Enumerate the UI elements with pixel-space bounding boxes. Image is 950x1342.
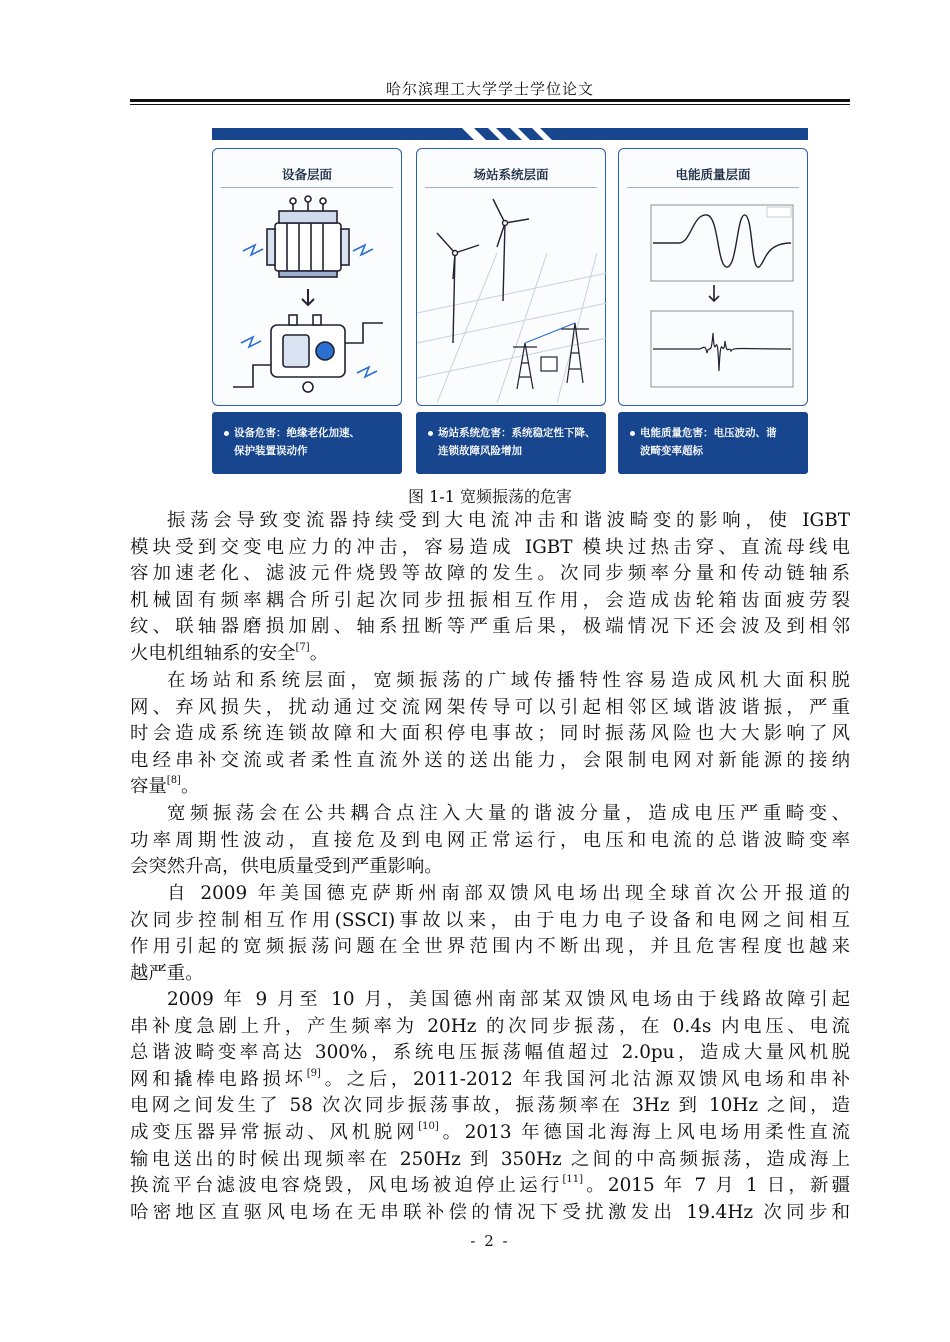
waveform-plots (619, 193, 809, 403)
paragraph-equipment (130, 508, 850, 668)
paragraph-history (130, 881, 850, 987)
header-rule-thin (130, 104, 850, 105)
text-line: 作用引起的宽频振荡问题在全世界范围内不断出现，并且危害程度也越来 (130, 936, 850, 958)
text-fragment: 网和撬棒电路损坏 (130, 1068, 307, 1090)
desc-text-line: 场站系统危害：系统稳定性下降、 (438, 427, 596, 439)
text-line: 输电送出的时候出现频率在 250Hz 到 350Hz 之间的中高频振荡，造成海上 (130, 1148, 850, 1170)
bullet-icon (224, 431, 229, 436)
text-line: 越严重。 (130, 962, 204, 984)
citation: [8] (166, 775, 181, 787)
running-header: 哈尔滨理工大学学士学位论文 (385, 80, 594, 98)
text-line: 在场站和系统层面，宽频振荡的广域传播特性容易造成风机大面积脱 (167, 670, 850, 691)
text-fragment: 。2015 年 7 月 1 日，新疆 (583, 1175, 850, 1197)
paragraph-incidents (130, 987, 850, 1226)
text-line: 电网之间发生了 58 次次同步振荡事故，振荡频率在 3Hz 到 10Hz 之间，造 (130, 1095, 850, 1117)
desc-text-line: 保护装置误动作 (234, 445, 308, 457)
text-line: 振荡会导致变流器持续受到大电流冲击和谐波畸变的影响，使 IGBT (167, 510, 850, 531)
figure-hazards (212, 128, 808, 477)
panel-title-station: 场站系统层面 (473, 167, 549, 182)
legend-box (767, 207, 791, 217)
text-line: 串补度急剧上升，产生频率为 20Hz 的次同步振荡，在 0.4s 内电压、电流 (130, 1015, 850, 1037)
text-line: 模块受到交变电应力的冲击，容易造成 IGBT 模块过热击穿、直流母线电 (130, 536, 850, 558)
text-fragment: 。 (180, 776, 200, 798)
text-fragment: 换流平台滤波电容烧毁，风电场被迫停止运行 (130, 1175, 563, 1197)
desc-text-line: 电能质量危害：电压波动、谐 (640, 427, 777, 439)
text-fragment: 。之后，2011-2012 年我国河北沽源双馈风电场和串补 (320, 1068, 850, 1090)
text-line: 自 2009 年美国德克萨斯州南部双馈风电场出现全球首次公开报道的 (167, 883, 850, 904)
text-line: 哈密地区直驱风电场在无串联补偿的情况下受扰激发出 19.4Hz 次同步和 (130, 1201, 850, 1223)
panel-station-system (416, 148, 606, 406)
paragraph-station (130, 668, 850, 801)
desc-station-system (416, 412, 606, 474)
text-line: 总谐波畸变率高达 300%，系统电压振荡幅值超过 2.0pu，造成大量风机脱 (130, 1042, 850, 1064)
panel-divider (627, 187, 799, 188)
citation: [10] (418, 1120, 439, 1132)
text-fragment: 。 (309, 642, 329, 664)
text-line-with-ref (130, 641, 850, 668)
bullet-icon (630, 431, 635, 436)
text-line: 网、弃风损失，扰动通过交流网架传导可以引起相邻区域谐波谐振，严重 (130, 696, 850, 718)
text-line: 纹、联轴器磨损加剧、轴系扭断等严重后果，极端情况下还会波及到相邻 (130, 616, 850, 638)
desc-text-line: 波畸变率超标 (640, 445, 703, 457)
text-line: 宽频振荡会在公共耦合点注入大量的谐波分量，造成电压严重畸变、 (167, 803, 850, 824)
citation: [9] (306, 1067, 321, 1079)
text-fragment: 成变压器异常振动、风机脱网 (130, 1121, 419, 1143)
panel-divider (221, 187, 393, 188)
wind-farm-illustration (417, 193, 607, 403)
text-fragment: 。2013 年德国北海海上风电场用柔性直流 (438, 1121, 850, 1143)
panel-power-quality (618, 148, 808, 406)
text-line: 容加速老化、滤波元件烧毁等故障的发生。次同步频率分量和传动链轴系 (130, 563, 850, 585)
text-line: 时会造成系统连锁故障和大面积停电事故；同时振荡风险也大大影响了风 (130, 723, 850, 745)
transformer-illustration (213, 193, 403, 403)
text-line: 会突然升高，供电质量受到严重影响。 (130, 856, 443, 878)
figure-top-banner (212, 128, 808, 142)
panel-equipment (212, 148, 402, 406)
text-line: 次同步控制相互作用(SSCI)事故以来，由于电力电子设备和电网之间相互 (130, 909, 850, 931)
page-number: - 2 - (470, 1232, 510, 1250)
paragraph-power-quality (130, 801, 850, 881)
figure-caption: 图 1-1 宽频振荡的危害 (408, 487, 572, 506)
text-line: 电经串补交流或者柔性直流外送的送出能力，会限制电网对新能源的接纳 (130, 749, 850, 771)
desc-text-line: 设备危害：绝缘老化加速、 (234, 427, 360, 439)
text-fragment: 火电机组轴系的安全 (130, 642, 296, 664)
desc-power-quality (618, 412, 808, 474)
header-rule-thick (130, 99, 850, 102)
text-line: 机械固有频率耦合所引起次同步扭振相互作用，会造成齿轮箱齿面疲劳裂 (130, 589, 850, 611)
citation: [11] (562, 1174, 584, 1186)
text-line-with-ref (130, 1067, 850, 1094)
desc-text-line: 连锁故障风险增加 (438, 445, 522, 457)
panel-title-power-quality: 电能质量层面 (675, 167, 751, 182)
text-line: 2009 年 9 月至 10 月，美国德州南部某双馈风电场由于线路故障引起 (167, 989, 850, 1010)
text-line-with-ref (130, 1173, 850, 1200)
panel-divider (425, 187, 597, 188)
text-line: 功率周期性波动，直接危及到电网正常运行，电压和电流的总谐波畸变率 (130, 829, 850, 851)
text-line-with-ref (130, 774, 850, 801)
desc-equipment (212, 412, 402, 474)
bullet-icon (428, 431, 433, 436)
citation: [7] (295, 641, 310, 653)
text-fragment: 容量 (130, 776, 167, 798)
panel-title-equipment: 设备层面 (281, 167, 332, 182)
text-line-with-ref (130, 1120, 850, 1147)
